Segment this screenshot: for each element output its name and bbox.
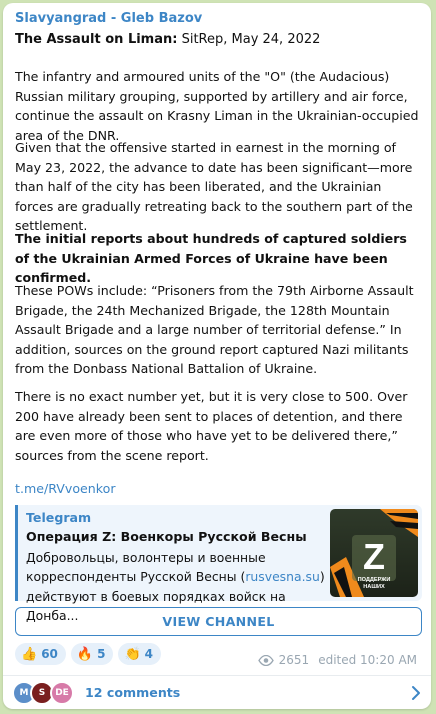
message-meta (258, 653, 417, 667)
preview-title: Операция Z: Военкоры Русской Весны (26, 529, 307, 544)
preview-thumbnail (330, 509, 418, 597)
thumb-letter: Z (363, 536, 385, 577)
post-paragraph-3: The initial reports about hundreds of captured soldiers of the Ukrainian Armed Forces of Ukraine have been confirmed. (15, 231, 407, 286)
reaction-fire[interactable] (71, 643, 114, 665)
comments-bar[interactable] (3, 675, 431, 709)
fire-icon: 🔥 (76, 646, 94, 662)
reaction-count: 4 (144, 647, 153, 661)
chevron-right-icon[interactable] (411, 685, 421, 701)
channel-name[interactable]: Slavyangrad - Gleb Bazov (15, 11, 203, 26)
clap-icon: 👏 (124, 646, 141, 662)
thumb-caption-1: ПОДДЕРЖИ (357, 577, 391, 583)
preview-desc-line-2-post: ) (319, 569, 325, 585)
view-count: 2651 (278, 653, 310, 667)
reaction-thumbs-up[interactable] (15, 643, 66, 665)
view-channel-button[interactable]: VIEW CHANNEL (15, 607, 422, 636)
reaction-clap[interactable] (118, 643, 161, 665)
post-title-rest: SitRep, May 24, 2022 (177, 32, 321, 47)
preview-desc-line-2-pre: корреспонденты Русской Весны ( (26, 569, 246, 585)
preview-desc-line-2 (26, 567, 334, 586)
post-paragraph-4: These POWs include: “Prisoners from the 79th Airborne Assault Brigade, the 24th Mechanized Brigade, the 128th Mountain Assault Brigade and a large number of territorial defense.” In addition, sources on the ground report captured Nazi militants from the Donbass National Battalion of Ukraine. (15, 283, 414, 377)
preview-desc-line-1: Добровольцы, волонтеры и военные (26, 550, 266, 565)
post-title (15, 32, 420, 47)
post-paragraph-5: There is no exact number yet, but it is very close to 500. Over 200 have already been sent to places of detention, and there are even more of those who have yet to be delivered there,” sources from the scene report. (15, 389, 408, 463)
comments-label[interactable]: 12 comments (85, 685, 181, 700)
preview-desc-line-3: действуют в боевых порядках войск на Донба... (26, 588, 286, 624)
preview-site-name: Telegram (26, 510, 92, 525)
thumbs-up-icon: 👍 (21, 646, 38, 662)
preview-desc-link[interactable]: rusvesna.su (245, 569, 320, 585)
reaction-count: 60 (41, 647, 58, 661)
message-card (3, 3, 431, 709)
post-title-bold: The Assault on Liman: (15, 32, 178, 47)
post-link[interactable]: t.me/RVvoenkor (15, 481, 116, 496)
reaction-count: 5 (97, 647, 106, 661)
reactions-bar (15, 643, 161, 665)
post-paragraph-1: The infantry and armoured units of the "O" (the Audacious) Russian military grouping, supported by artillery and air force, continue the assault on Krasny Liman in the Ukrainian-occupied area of the DNR. (15, 69, 419, 143)
avatar: S (30, 681, 54, 705)
eye-icon (258, 655, 274, 666)
thumb-caption-2: НАШИХ (363, 584, 385, 590)
avatar: M (12, 681, 36, 705)
edited-time: edited 10:20 AM (318, 653, 417, 667)
commenter-avatars (12, 681, 78, 705)
post-paragraph-2: Given that the offensive started in earnest in the morning of May 23, 2022, the advance to date has been significant—more than half of the city has been liberated, and the Ukrainian forces are gradually retreating back to the southern part of the settlement. (15, 140, 413, 234)
avatar: DE (50, 681, 74, 705)
